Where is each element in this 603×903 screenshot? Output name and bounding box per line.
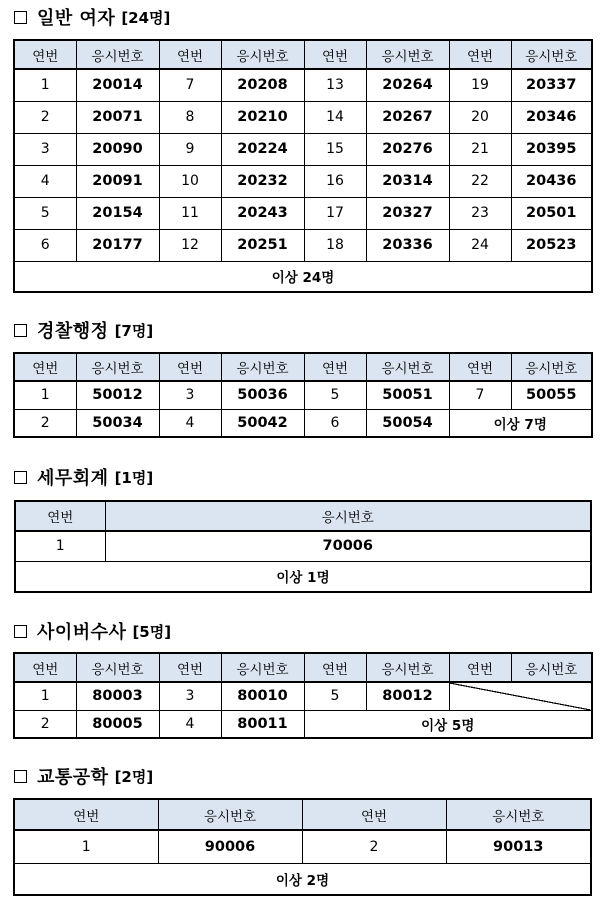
seq-cell: 18 xyxy=(304,229,366,261)
column-header: 응시번호 xyxy=(511,653,592,682)
exam-number-cell: 80010 xyxy=(221,682,304,710)
total-row xyxy=(14,261,592,292)
seq-cell: 9 xyxy=(159,133,221,165)
column-header: 연번 xyxy=(14,40,76,69)
section-title: 경찰행정 xyxy=(37,321,109,342)
exam-number-cell: 90006 xyxy=(158,830,302,863)
column-header: 응시번호 xyxy=(511,353,592,381)
seq-cell: 15 xyxy=(304,133,366,165)
results-table-general-female xyxy=(13,39,593,293)
seq-cell: 16 xyxy=(304,165,366,197)
total-row xyxy=(15,561,591,592)
exam-number-cell: 80011 xyxy=(221,710,304,738)
section-heading-tax-accounting xyxy=(14,465,153,489)
exam-number-cell: 50012 xyxy=(76,381,159,409)
section-count: [24명] xyxy=(121,8,171,27)
exam-number-cell: 20336 xyxy=(366,229,449,261)
table-row xyxy=(14,229,592,261)
checkbox-icon xyxy=(14,625,27,638)
total-text: 이상 5명 xyxy=(304,710,592,738)
section-title: 사이버수사 xyxy=(37,622,127,643)
exam-number-cell: 20395 xyxy=(511,133,592,165)
section-heading-general-female xyxy=(14,5,170,29)
results-table-tax-accounting xyxy=(14,500,592,593)
results-table-cyber-investigation xyxy=(13,652,593,739)
exam-number-cell: 50051 xyxy=(366,381,449,409)
table-row xyxy=(14,165,592,197)
seq-cell: 13 xyxy=(304,69,366,101)
column-header: 응시번호 xyxy=(511,40,592,69)
section-count: [7명] xyxy=(114,321,154,340)
seq-cell: 12 xyxy=(159,229,221,261)
seq-cell: 1 xyxy=(14,830,158,863)
table-row xyxy=(14,682,592,710)
column-header: 연번 xyxy=(15,501,105,531)
table-row xyxy=(14,197,592,229)
exam-number-cell: 20177 xyxy=(76,229,159,261)
exam-number-cell: 20314 xyxy=(366,165,449,197)
exam-number-cell: 20523 xyxy=(511,229,592,261)
seq-cell: 8 xyxy=(159,101,221,133)
seq-cell: 4 xyxy=(14,165,76,197)
section-count: [1명] xyxy=(114,468,154,487)
seq-cell: 3 xyxy=(159,381,221,409)
column-header: 연번 xyxy=(14,653,76,682)
exam-number-cell: 20208 xyxy=(221,69,304,101)
table-row xyxy=(14,710,592,738)
section-count: [2명] xyxy=(114,767,154,786)
seq-cell: 3 xyxy=(14,133,76,165)
column-header: 응시번호 xyxy=(158,799,302,830)
column-header: 응시번호 xyxy=(366,40,449,69)
table-row xyxy=(14,101,592,133)
header-row xyxy=(14,353,592,381)
section-heading-cyber-investigation xyxy=(14,619,171,643)
exam-number-cell: 20337 xyxy=(511,69,592,101)
column-header: 연번 xyxy=(449,653,511,682)
exam-number-cell: 20243 xyxy=(221,197,304,229)
column-header: 연번 xyxy=(449,40,511,69)
seq-cell: 23 xyxy=(449,197,511,229)
column-header: 응시번호 xyxy=(366,653,449,682)
table-row xyxy=(14,69,592,101)
section-title: 교통공학 xyxy=(37,767,109,788)
exam-number-cell: 50036 xyxy=(221,381,304,409)
column-header: 응시번호 xyxy=(366,353,449,381)
column-header: 연번 xyxy=(302,799,446,830)
seq-cell: 1 xyxy=(15,531,105,561)
seq-cell: 17 xyxy=(304,197,366,229)
section-title: 세무회계 xyxy=(37,468,109,489)
seq-cell: 7 xyxy=(159,69,221,101)
total-text: 이상 7명 xyxy=(449,409,592,437)
exam-number-cell: 50055 xyxy=(511,381,592,409)
exam-number-cell: 50034 xyxy=(76,409,159,437)
seq-cell: 19 xyxy=(449,69,511,101)
seq-cell: 21 xyxy=(449,133,511,165)
seq-cell: 22 xyxy=(449,165,511,197)
checkbox-icon xyxy=(14,471,27,484)
section-title: 일반 여자 xyxy=(37,8,116,29)
checkbox-icon xyxy=(14,770,27,783)
seq-cell: 2 xyxy=(14,101,76,133)
total-row xyxy=(14,863,591,895)
seq-cell: 14 xyxy=(304,101,366,133)
table-row xyxy=(14,409,592,437)
exam-number-cell: 20501 xyxy=(511,197,592,229)
seq-cell: 2 xyxy=(14,409,76,437)
seq-cell: 5 xyxy=(304,682,366,710)
column-header: 응시번호 xyxy=(221,353,304,381)
seq-cell: 24 xyxy=(449,229,511,261)
exam-number-cell: 80012 xyxy=(366,682,449,710)
seq-cell: 20 xyxy=(449,101,511,133)
seq-cell: 5 xyxy=(304,381,366,409)
column-header: 연번 xyxy=(304,40,366,69)
seq-cell: 1 xyxy=(14,69,76,101)
seq-cell: 6 xyxy=(14,229,76,261)
column-header: 연번 xyxy=(14,799,158,830)
exam-number-cell: 20091 xyxy=(76,165,159,197)
exam-number-cell: 20014 xyxy=(76,69,159,101)
seq-cell: 6 xyxy=(304,409,366,437)
table-row xyxy=(14,381,592,409)
checkbox-icon xyxy=(14,11,27,24)
exam-number-cell: 50054 xyxy=(366,409,449,437)
exam-number-cell: 20224 xyxy=(221,133,304,165)
seq-cell: 5 xyxy=(14,197,76,229)
table-row xyxy=(15,531,591,561)
column-header: 연번 xyxy=(159,653,221,682)
seq-cell: 7 xyxy=(449,381,511,409)
exam-number-cell: 20264 xyxy=(366,69,449,101)
section-heading-police-admin xyxy=(14,318,153,342)
exam-number-cell: 20327 xyxy=(366,197,449,229)
exam-number-cell: 20210 xyxy=(221,101,304,133)
seq-cell: 10 xyxy=(159,165,221,197)
exam-number-cell: 20436 xyxy=(511,165,592,197)
header-row xyxy=(14,799,591,830)
column-header: 연번 xyxy=(304,353,366,381)
exam-number-cell: 80003 xyxy=(76,682,159,710)
exam-number-cell: 20346 xyxy=(511,101,592,133)
checkbox-icon xyxy=(14,324,27,337)
exam-number-cell: 80005 xyxy=(76,710,159,738)
exam-number-cell: 90013 xyxy=(446,830,591,863)
column-header: 연번 xyxy=(159,353,221,381)
exam-number-cell: 20267 xyxy=(366,101,449,133)
column-header: 연번 xyxy=(159,40,221,69)
header-row xyxy=(15,501,591,531)
seq-cell: 3 xyxy=(159,682,221,710)
exam-number-cell: 20251 xyxy=(221,229,304,261)
column-header: 응시번호 xyxy=(76,40,159,69)
seq-cell: 1 xyxy=(14,682,76,710)
total-text: 이상 24명 xyxy=(14,261,592,292)
table-row xyxy=(14,133,592,165)
exam-number-cell: 20090 xyxy=(76,133,159,165)
table-row xyxy=(14,830,591,863)
exam-number-cell: 50042 xyxy=(221,409,304,437)
seq-cell: 4 xyxy=(159,710,221,738)
column-header: 응시번호 xyxy=(105,501,591,531)
column-header: 연번 xyxy=(449,353,511,381)
column-header: 응시번호 xyxy=(221,40,304,69)
column-header: 응시번호 xyxy=(221,653,304,682)
results-table-police-admin xyxy=(13,352,593,438)
header-row xyxy=(14,653,592,682)
column-header: 연번 xyxy=(14,353,76,381)
total-text: 이상 2명 xyxy=(14,863,591,895)
column-header: 응시번호 xyxy=(446,799,591,830)
exam-number-cell: 20154 xyxy=(76,197,159,229)
column-header: 응시번호 xyxy=(76,653,159,682)
section-count: [5명] xyxy=(132,622,172,641)
section-heading-traffic-engineering xyxy=(14,764,153,788)
total-text: 이상 1명 xyxy=(15,561,591,592)
exam-number-cell: 20276 xyxy=(366,133,449,165)
empty-slashed-cell xyxy=(449,682,592,710)
column-header: 응시번호 xyxy=(76,353,159,381)
seq-cell: 11 xyxy=(159,197,221,229)
exam-number-cell: 20232 xyxy=(221,165,304,197)
seq-cell: 4 xyxy=(159,409,221,437)
seq-cell: 1 xyxy=(14,381,76,409)
results-table-traffic-engineering xyxy=(13,798,592,896)
seq-cell: 2 xyxy=(14,710,76,738)
seq-cell: 2 xyxy=(302,830,446,863)
header-row xyxy=(14,40,592,69)
exam-number-cell: 20071 xyxy=(76,101,159,133)
column-header: 연번 xyxy=(304,653,366,682)
exam-number-cell: 70006 xyxy=(105,531,591,561)
